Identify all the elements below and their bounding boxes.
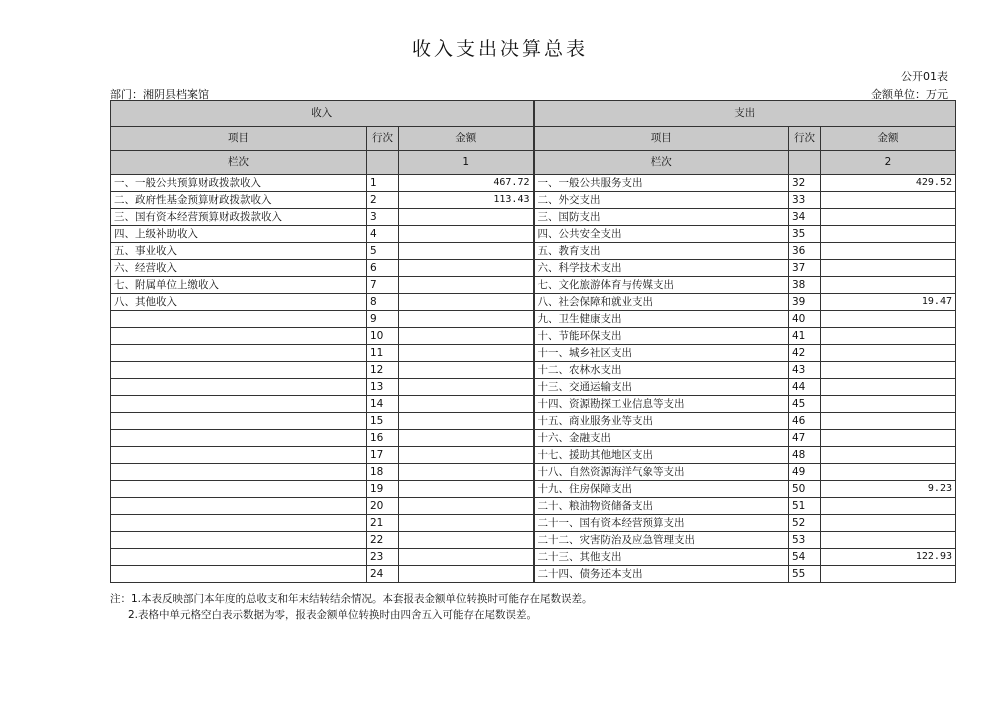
expense-amount-cell — [821, 532, 956, 549]
income-row-no-cell: 1 — [367, 175, 399, 192]
income-row-no-cell: 3 — [367, 209, 399, 226]
table-row — [111, 464, 956, 481]
income-item-cell: 七、附属单位上缴收入 — [111, 277, 367, 294]
income-amount-cell — [399, 328, 534, 345]
header-row-columns — [111, 127, 956, 151]
expense-item-cell: 十二、农林水支出 — [534, 362, 789, 379]
expense-amount-cell: 429.52 — [821, 175, 956, 192]
table-body — [111, 175, 956, 583]
income-row-no-cell: 18 — [367, 464, 399, 481]
expense-amount-cell — [821, 498, 956, 515]
expense-item-cell: 十八、自然资源海洋气象等支出 — [534, 464, 789, 481]
income-expense-table — [110, 100, 956, 583]
income-item-cell: 一、一般公共预算财政拨款收入 — [111, 175, 367, 192]
income-item-cell — [111, 379, 367, 396]
income-amount-cell — [399, 277, 534, 294]
expense-amount-cell — [821, 345, 956, 362]
department-label: 部门：湘阴县档案馆 — [110, 88, 209, 101]
expense-row-no-cell: 38 — [789, 277, 821, 294]
income-item-header: 项目 — [111, 127, 367, 151]
expense-row-no-cell: 53 — [789, 532, 821, 549]
expense-item-cell: 十、节能环保支出 — [534, 328, 789, 345]
income-row-no-cell: 8 — [367, 294, 399, 311]
income-item-cell: 四、上级补助收入 — [111, 226, 367, 243]
income-amount-cell — [399, 566, 534, 583]
table-row — [111, 192, 956, 209]
table-row — [111, 226, 956, 243]
income-item-cell — [111, 481, 367, 498]
income-row-no-cell: 15 — [367, 413, 399, 430]
expense-row-no-cell: 47 — [789, 430, 821, 447]
expense-item-cell: 二十四、债务还本支出 — [534, 566, 789, 583]
income-amount-cell — [399, 243, 534, 260]
table-row — [111, 175, 956, 192]
expense-item-cell: 十三、交通运输支出 — [534, 379, 789, 396]
expense-item-cell: 二十二、灾害防治及应急管理支出 — [534, 532, 789, 549]
page-title: 收入支出决算总表 — [411, 38, 588, 60]
table-row — [111, 209, 956, 226]
expense-row-no-cell: 41 — [789, 328, 821, 345]
header-row-sections — [111, 101, 956, 127]
expense-item-cell: 十九、住房保障支出 — [534, 481, 789, 498]
income-amount-cell — [399, 260, 534, 277]
expense-item-cell: 三、国防支出 — [534, 209, 789, 226]
income-row-no-cell: 11 — [367, 345, 399, 362]
expense-amount-cell — [821, 260, 956, 277]
expense-amount-cell — [821, 430, 956, 447]
table-row — [111, 396, 956, 413]
income-column-no-blank — [367, 151, 399, 175]
income-amount-cell — [399, 515, 534, 532]
expense-item-cell: 十一、城乡社区支出 — [534, 345, 789, 362]
income-item-cell — [111, 515, 367, 532]
income-item-cell — [111, 447, 367, 464]
expense-item-cell: 七、文化旅游体育与传媒支出 — [534, 277, 789, 294]
income-item-cell: 六、经营收入 — [111, 260, 367, 277]
table-row — [111, 311, 956, 328]
expense-amount-cell — [821, 243, 956, 260]
income-amount-cell — [399, 226, 534, 243]
expense-row-no-cell: 43 — [789, 362, 821, 379]
expense-amount-cell — [821, 311, 956, 328]
expense-item-cell: 二、外交支出 — [534, 192, 789, 209]
income-row-no-cell: 20 — [367, 498, 399, 515]
income-section-header: 收入 — [111, 101, 534, 127]
income-row-no-header: 行次 — [367, 127, 399, 151]
table-row — [111, 447, 956, 464]
expense-item-cell: 十四、资源勘探工业信息等支出 — [534, 396, 789, 413]
expense-amount-cell — [821, 192, 956, 209]
expense-item-cell: 十七、援助其他地区支出 — [534, 447, 789, 464]
expense-row-no-cell: 37 — [789, 260, 821, 277]
income-amount-cell — [399, 379, 534, 396]
income-amount-cell — [399, 413, 534, 430]
income-row-no-cell: 2 — [367, 192, 399, 209]
income-amount-header: 金额 — [399, 127, 534, 151]
expense-row-no-cell: 48 — [789, 447, 821, 464]
table-row — [111, 260, 956, 277]
expense-row-no-cell: 46 — [789, 413, 821, 430]
income-row-no-cell: 9 — [367, 311, 399, 328]
income-item-cell: 八、其他收入 — [111, 294, 367, 311]
income-item-cell — [111, 430, 367, 447]
income-item-cell — [111, 464, 367, 481]
table-row — [111, 498, 956, 515]
income-amount-cell — [399, 430, 534, 447]
income-amount-cell — [399, 362, 534, 379]
income-amount-cell — [399, 294, 534, 311]
income-item-cell — [111, 362, 367, 379]
table-row — [111, 481, 956, 498]
expense-amount-header: 金额 — [821, 127, 956, 151]
expense-row-no-cell: 50 — [789, 481, 821, 498]
expense-row-no-cell: 33 — [789, 192, 821, 209]
income-amount-cell — [399, 481, 534, 498]
income-item-cell — [111, 566, 367, 583]
expense-amount-cell: 19.47 — [821, 294, 956, 311]
income-amount-cell — [399, 464, 534, 481]
expense-column-no-blank — [789, 151, 821, 175]
expense-item-cell: 八、社会保障和就业支出 — [534, 294, 789, 311]
income-amount-cell — [399, 498, 534, 515]
expense-row-no-cell: 55 — [789, 566, 821, 583]
income-row-no-cell: 21 — [367, 515, 399, 532]
expense-amount-cell: 9.23 — [821, 481, 956, 498]
expense-amount-cell: 122.93 — [821, 549, 956, 566]
income-item-cell: 二、政府性基金预算财政拨款收入 — [111, 192, 367, 209]
table-row — [111, 345, 956, 362]
expense-section-header: 支出 — [534, 101, 956, 127]
income-row-no-cell: 23 — [367, 549, 399, 566]
income-row-no-cell: 22 — [367, 532, 399, 549]
income-amount-cell — [399, 311, 534, 328]
income-row-no-cell: 6 — [367, 260, 399, 277]
expense-row-no-header: 行次 — [789, 127, 821, 151]
expense-amount-cell — [821, 447, 956, 464]
income-item-cell — [111, 498, 367, 515]
income-row-no-cell: 14 — [367, 396, 399, 413]
table-row — [111, 243, 956, 260]
income-amount-cell — [399, 447, 534, 464]
income-item-cell — [111, 328, 367, 345]
expense-column-index: 2 — [821, 151, 956, 175]
income-item-cell: 三、国有资本经营预算财政拨款收入 — [111, 209, 367, 226]
expense-amount-cell — [821, 464, 956, 481]
footnotes — [110, 591, 593, 623]
expense-row-no-cell: 40 — [789, 311, 821, 328]
income-row-no-cell: 19 — [367, 481, 399, 498]
income-item-cell: 五、事业收入 — [111, 243, 367, 260]
expense-amount-cell — [821, 566, 956, 583]
expense-item-cell: 六、科学技术支出 — [534, 260, 789, 277]
amount-unit-label: 金额单位：万元 — [871, 88, 948, 101]
income-row-no-cell: 5 — [367, 243, 399, 260]
income-row-no-cell: 16 — [367, 430, 399, 447]
expense-item-cell: 二十一、国有资本经营预算支出 — [534, 515, 789, 532]
income-amount-cell: 113.43 — [399, 192, 534, 209]
income-amount-cell: 467.72 — [399, 175, 534, 192]
expense-amount-cell — [821, 277, 956, 294]
expense-row-no-cell: 42 — [789, 345, 821, 362]
table-row — [111, 566, 956, 583]
income-item-cell — [111, 311, 367, 328]
income-column-no-label: 栏次 — [111, 151, 367, 175]
income-row-no-cell: 13 — [367, 379, 399, 396]
income-amount-cell — [399, 549, 534, 566]
table-row — [111, 413, 956, 430]
expense-item-header: 项目 — [534, 127, 789, 151]
income-row-no-cell: 24 — [367, 566, 399, 583]
income-amount-cell — [399, 345, 534, 362]
expense-row-no-cell: 49 — [789, 464, 821, 481]
income-row-no-cell: 17 — [367, 447, 399, 464]
expense-amount-cell — [821, 413, 956, 430]
expense-row-no-cell: 39 — [789, 294, 821, 311]
expense-column-no-label: 栏次 — [534, 151, 789, 175]
income-item-cell — [111, 413, 367, 430]
income-row-no-cell: 4 — [367, 226, 399, 243]
expense-item-cell: 五、教育支出 — [534, 243, 789, 260]
income-item-cell — [111, 549, 367, 566]
income-item-cell — [111, 345, 367, 362]
income-row-no-cell: 7 — [367, 277, 399, 294]
income-item-cell — [111, 532, 367, 549]
expense-item-cell: 十五、商业服务业等支出 — [534, 413, 789, 430]
table-row — [111, 430, 956, 447]
expense-amount-cell — [821, 328, 956, 345]
expense-row-no-cell: 32 — [789, 175, 821, 192]
expense-row-no-cell: 35 — [789, 226, 821, 243]
income-row-no-cell: 10 — [367, 328, 399, 345]
expense-item-cell: 二十三、其他支出 — [534, 549, 789, 566]
table-row — [111, 549, 956, 566]
expense-amount-cell — [821, 209, 956, 226]
expense-amount-cell — [821, 396, 956, 413]
table-row — [111, 328, 956, 345]
table-row — [111, 379, 956, 396]
income-row-no-cell: 12 — [367, 362, 399, 379]
expense-row-no-cell: 51 — [789, 498, 821, 515]
expense-amount-cell — [821, 379, 956, 396]
expense-row-no-cell: 36 — [789, 243, 821, 260]
expense-item-cell: 九、卫生健康支出 — [534, 311, 789, 328]
expense-item-cell: 二十、粮油物资储备支出 — [534, 498, 789, 515]
expense-row-no-cell: 52 — [789, 515, 821, 532]
income-amount-cell — [399, 532, 534, 549]
expense-row-no-cell: 34 — [789, 209, 821, 226]
expense-amount-cell — [821, 226, 956, 243]
table-row — [111, 532, 956, 549]
footnote-1: 注：1.本表反映部门本年度的总收支和年末结转结余情况。本套报表金额单位转换时可能存在尾数误差。 — [110, 593, 593, 605]
table-row — [111, 362, 956, 379]
expense-item-cell: 一、一般公共服务支出 — [534, 175, 789, 192]
expense-row-no-cell: 44 — [789, 379, 821, 396]
table-row — [111, 277, 956, 294]
expense-row-no-cell: 45 — [789, 396, 821, 413]
table-row — [111, 515, 956, 532]
expense-amount-cell — [821, 515, 956, 532]
expense-item-cell: 四、公共安全支出 — [534, 226, 789, 243]
income-item-cell — [111, 396, 367, 413]
form-code: 公开01表 — [901, 70, 948, 83]
income-amount-cell — [399, 209, 534, 226]
expense-item-cell: 十六、金融支出 — [534, 430, 789, 447]
income-amount-cell — [399, 396, 534, 413]
footnote-2: 2.表格中单元格空白表示数据为零，报表金额单位转换时由四舍五入可能存在尾数误差。 — [128, 609, 538, 621]
income-column-index: 1 — [399, 151, 534, 175]
table-row — [111, 294, 956, 311]
expense-amount-cell — [821, 362, 956, 379]
expense-row-no-cell: 54 — [789, 549, 821, 566]
header-row-column-numbers — [111, 151, 956, 175]
